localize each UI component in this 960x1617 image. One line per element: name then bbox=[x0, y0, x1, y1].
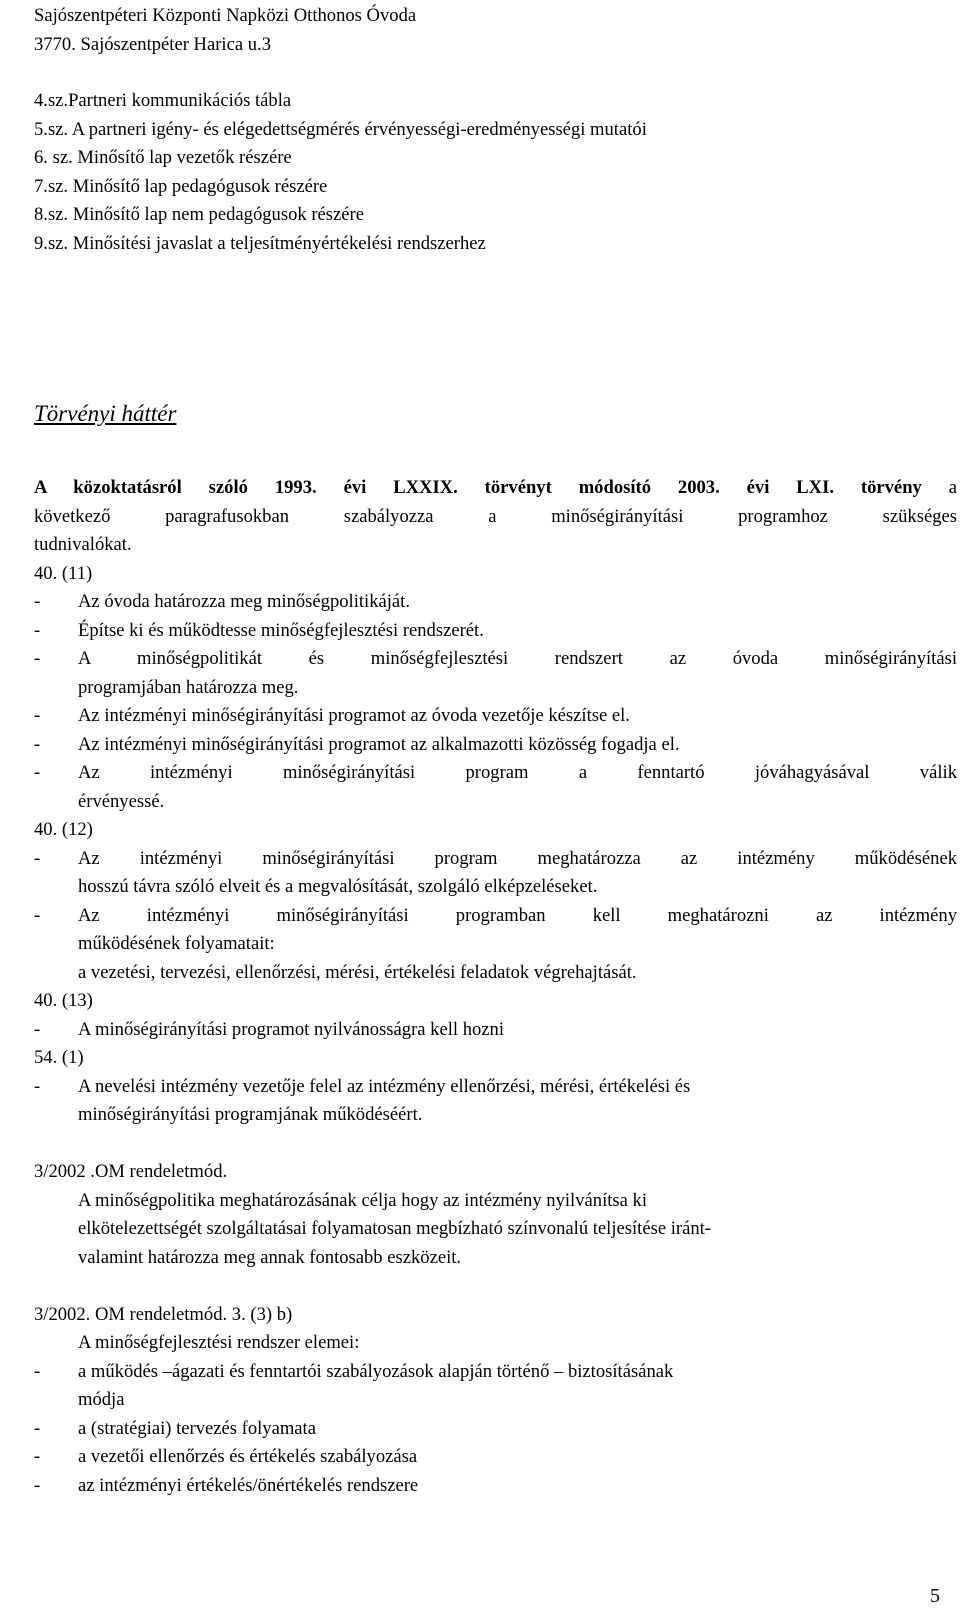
legal-background-body bbox=[34, 474, 957, 1500]
appendix-item: 9.sz. Minősítési javaslat a teljesítményértékelési rendszerhez bbox=[34, 232, 486, 254]
section-heading: Törvényi háttér bbox=[34, 401, 177, 426]
list-item-continuation: programjában határozza meg. bbox=[78, 676, 299, 698]
appendix-item: 7.sz. Minősítő lap pedagógusok részére bbox=[34, 175, 328, 197]
paragraph-line: elkötelezettségét szolgáltatásai folyamatosan megbízható színvonalú teljesítése iránt- bbox=[78, 1218, 711, 1239]
list-item: - A minőségpolitikát és minőségfejlesztési rendszert az óvoda minőségirányítási bbox=[34, 648, 957, 669]
page-number: 5 bbox=[930, 1585, 940, 1607]
paragraph-title: 3/2002. OM rendeletmód. 3. (3) b) bbox=[34, 1303, 293, 1325]
list-item: - A minőségirányítási programot nyilvánosságra kell hozni bbox=[34, 1018, 505, 1040]
spacer bbox=[34, 1272, 957, 1301]
paragraph-line: A minőségpolitika meghatározásának célja hogy az intézmény nyilvánítsa ki bbox=[78, 1189, 647, 1211]
list-item: - a (stratégiai) tervezés folyamata bbox=[34, 1417, 316, 1439]
list-item-continuation: hosszú távra szóló elveit és a megvalósítását, szolgáló elképzeléseket. bbox=[78, 876, 598, 897]
intro-law-reference: A közoktatásról szóló 1993. évi LXXIX. törvényt módosító 2003. évi LXI. törvény bbox=[34, 477, 922, 498]
list-item: - a vezetői ellenőrzés és értékelés szabályozása bbox=[34, 1446, 418, 1467]
list-item: - az intézményi értékelés/önértékelés rendszere bbox=[34, 1474, 419, 1496]
intro-line-2: következő paragrafusokban szabályozza a minőségirányítási programhoz szükséges bbox=[34, 505, 957, 527]
appendix-list bbox=[34, 87, 957, 258]
list-item-continuation: működésének folyamatait: bbox=[78, 933, 275, 954]
appendix-item: 5.sz. A partneri igény- és elégedettségmérés érvényességi-eredményességi mutatói bbox=[34, 118, 647, 140]
list-item: - Az óvoda határozza meg minőségpolitikáját. bbox=[34, 591, 410, 612]
list-item: - Az intézményi minőségirányítási programban kell meghatározni az intézmény bbox=[34, 904, 957, 926]
paragraph-line: valamint határozza meg annak fontosabb eszközeit. bbox=[78, 1246, 462, 1268]
list-item-continuation: módja bbox=[78, 1389, 125, 1410]
institution-address: 3770. Sajószentpéter Harica u.3 bbox=[34, 33, 271, 55]
list-item-continuation: minőségirányítási programjának működéséért. bbox=[78, 1104, 423, 1125]
paragraph-title: 3/2002 .OM rendeletmód. bbox=[34, 1161, 228, 1182]
list-item-continuation: érvényessé. bbox=[78, 790, 165, 812]
list-item: - Az intézményi minőségirányítási programot az óvoda vezetője készítse el. bbox=[34, 705, 630, 726]
list-item: - Az intézményi minőségirányítási programot az alkalmazotti közösség fogadja el. bbox=[34, 733, 680, 755]
paragraph-title: 40. (12) bbox=[34, 819, 93, 840]
paragraph-title: 40. (13) bbox=[34, 990, 93, 1011]
list-item: - A nevelési intézmény vezetője felel az intézmény ellenőrzési, mérési, értékelési és bbox=[34, 1075, 691, 1097]
paragraph-title: 54. (1) bbox=[34, 1047, 84, 1068]
intro-line-1: A közoktatásról szóló 1993. évi LXXIX. törvényt módosító 2003. évi LXI. törvény a bbox=[34, 477, 957, 498]
list-item: - Építse ki és működtesse minőségfejlesztési rendszerét. bbox=[34, 619, 484, 641]
appendix-item: 6. sz. Minősítő lap vezetők részére bbox=[34, 147, 292, 168]
appendix-item: 8.sz. Minősítő lap nem pedagógusok részére bbox=[34, 204, 364, 225]
spacer bbox=[34, 1130, 957, 1159]
intro-line-3: tudnivalókat. bbox=[34, 534, 132, 555]
paragraph-title: 40. (11) bbox=[34, 562, 93, 584]
list-item: - Az intézményi minőségirányítási program a fenntartó jóváhagyásával válik bbox=[34, 762, 957, 783]
institution-name: Sajószentpéteri Központi Napközi Otthonos Óvoda bbox=[34, 5, 417, 26]
paragraph-subtitle: A minőségfejlesztési rendszer elemei: bbox=[78, 1332, 360, 1353]
list-item: - a működés –ágazati és fenntartói szabályozások alapján történő – biztosításának bbox=[34, 1360, 674, 1382]
list-item-continuation: a vezetési, tervezési, ellenőrzési, mérési, értékelési feladatok végrehajtását. bbox=[78, 961, 637, 983]
list-item: - Az intézményi minőségirányítási program meghatározza az intézmény működésének bbox=[34, 847, 957, 869]
appendix-item: 4.sz.Partneri kommunikációs tábla bbox=[34, 90, 292, 111]
document-header bbox=[34, 2, 957, 59]
